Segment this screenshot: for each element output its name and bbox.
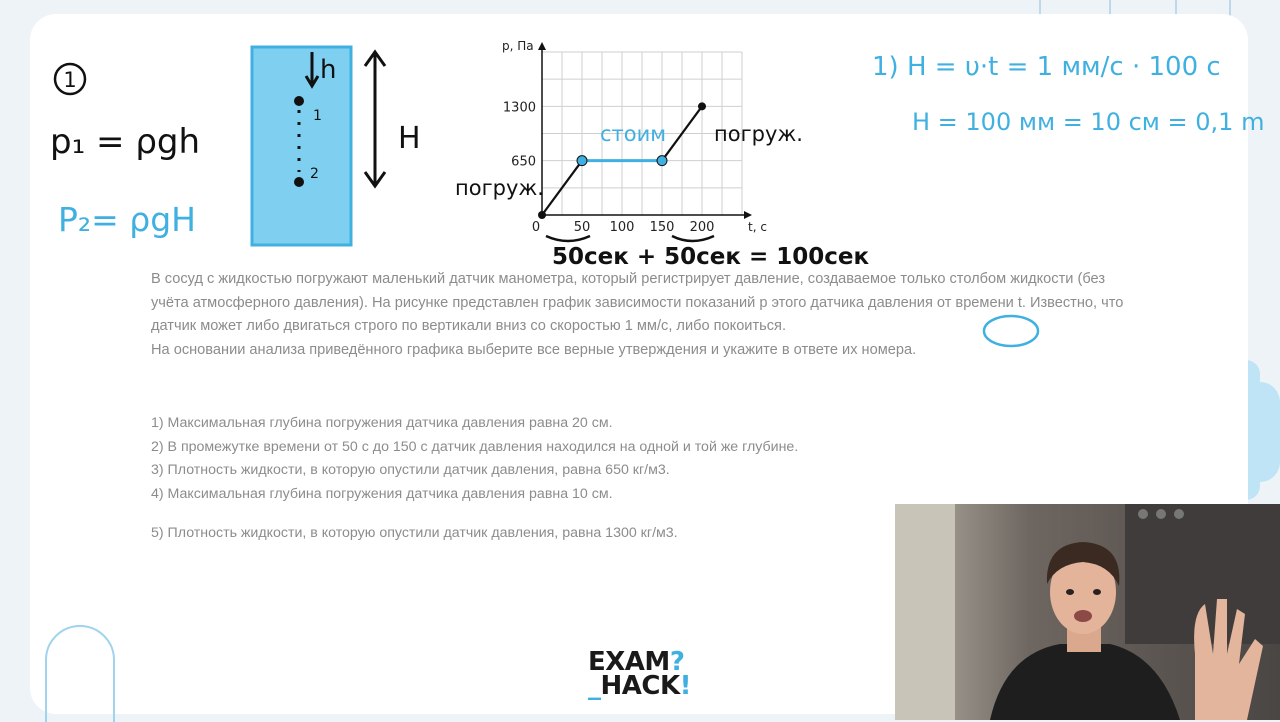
series-point: [538, 211, 546, 219]
label-H: H: [398, 121, 421, 156]
problem-paragraph-1: В сосуд с жидкостью погружают маленький датчик манометра, который регистрирует давление, создаваемое только столбом жидкости (без учёта атмосферного давления). На рисунке представлен график зависимости показаний р этого датчика давления от времени t. Известно, что датчик может либо двигаться строго по вертикали вниз со скоростью 1 мм/с, либо покоиться.: [151, 271, 1124, 335]
point-2-label: 2: [310, 166, 319, 182]
presenter-video: [895, 504, 1280, 720]
x-tick-label: 100: [609, 220, 635, 235]
y-tick-label: 1300: [502, 100, 536, 116]
x-tick-label: 50: [573, 220, 591, 235]
examhack-logo: EXAM? _HACK!: [588, 647, 691, 701]
series-point: [577, 156, 587, 166]
circled-number-annotation: [50, 58, 94, 102]
x-axis-arrow: [744, 211, 752, 219]
series-point: [698, 102, 706, 110]
answer-option-4: 4) Максимальная глубина погружения датчика давления равна 10 см.: [151, 485, 613, 502]
logo-mark-2: !: [679, 671, 691, 701]
x-axis-label: t, с: [748, 220, 767, 234]
time-sum-annotation: 50сек + 50сек = 100сек: [552, 244, 870, 270]
calc-line-1: 1) H = υ·t = 1 мм/с · 100 c: [872, 52, 1221, 82]
answer-option-5: 5) Плотность жидкости, в которую опустили датчик давления, равна 1300 кг/м3.: [151, 525, 678, 542]
circled-number: 1: [63, 68, 77, 92]
sensor-point-2: [294, 177, 304, 187]
logo-mark-1: ?: [669, 647, 685, 677]
pogruzh-right-annotation: погруж.: [714, 122, 803, 146]
answer-option-3: 3) Плотность жидкости, в которую опустили датчик давления, равна 650 кг/м3.: [151, 462, 670, 479]
series-point: [657, 156, 667, 166]
calc-line-2: H = 100 мм = 10 см = 0,1 m: [912, 108, 1265, 136]
stoim-annotation: стоим: [600, 122, 667, 146]
logo-line-1: EXAM: [588, 647, 670, 677]
answer-option-1: 1) Максимальная глубина погружения датчика давления равна 20 см.: [151, 415, 613, 431]
sensor-point-1: [294, 96, 304, 106]
speed-highlight-circle: [982, 312, 1046, 352]
answer-option-2: 2) В промежутке времени от 50 с до 150 с датчик давления находился на одной и той же глубине.: [151, 438, 799, 455]
arch-decoration: [42, 622, 122, 722]
y-axis-label: p, Па: [502, 39, 534, 53]
point-1-label: 1: [313, 108, 322, 124]
label-h: h: [320, 55, 337, 85]
problem-paragraph-2: На основании анализа приведённого графика выберите все верные утверждения и укажите в ответе их номера.: [151, 342, 917, 359]
y-axis-arrow: [538, 42, 546, 50]
x-tick-label: 150: [649, 220, 675, 235]
x-tick-label: 200: [689, 220, 715, 235]
y-tick-label: 650: [511, 154, 536, 170]
logo-line-2: HACK: [600, 671, 680, 701]
answer-options: [151, 412, 798, 546]
webcam-overlay: [895, 504, 1280, 720]
x-tick-label: 0: [531, 220, 541, 235]
vessel-drawing: [240, 42, 440, 252]
p1-formula: p₁ = ρgh: [50, 122, 201, 162]
pogruzh-left-annotation: погруж.: [455, 176, 544, 200]
p2-formula: P₂= ρgH: [58, 200, 196, 239]
